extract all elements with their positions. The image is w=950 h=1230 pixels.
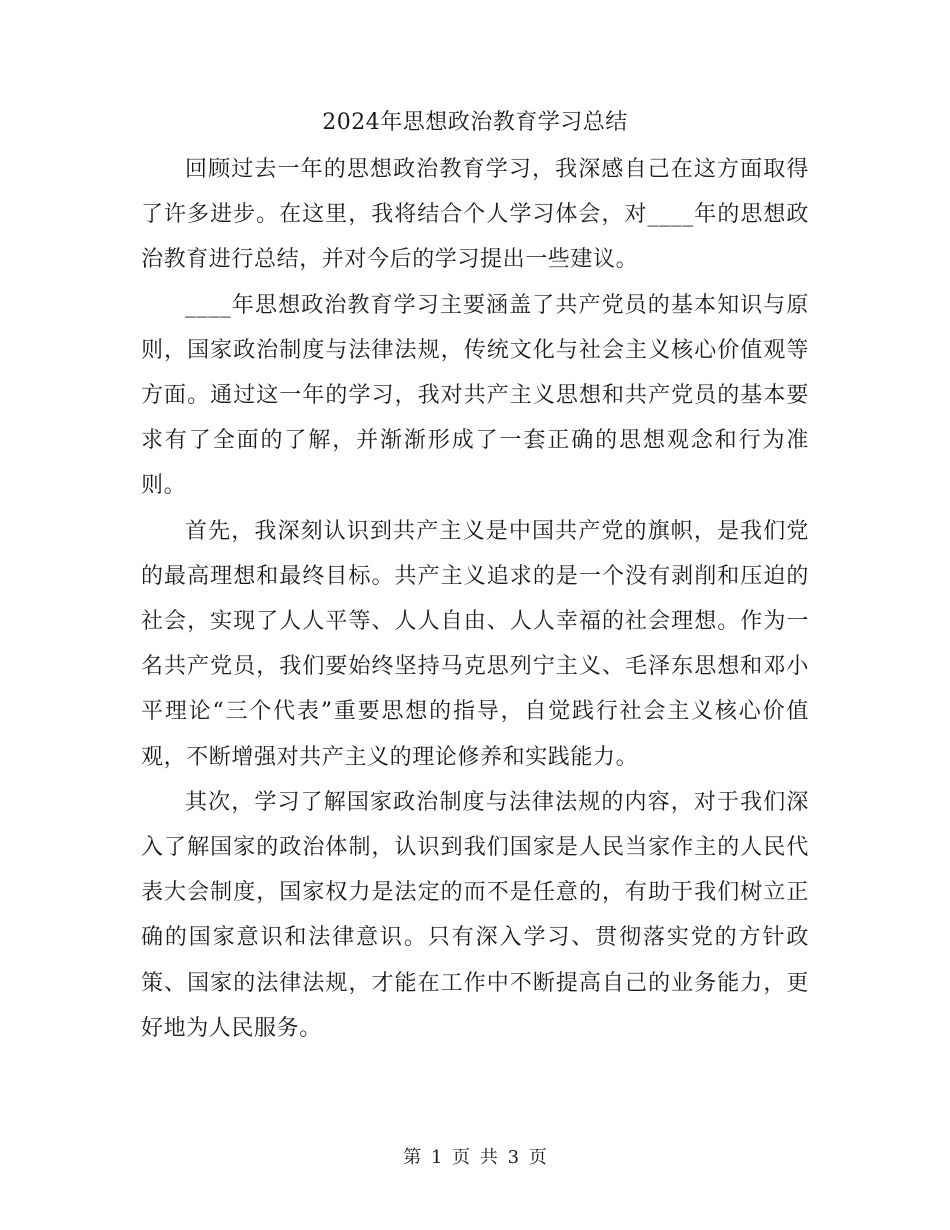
paragraph-law: 其次，学习了解国家政治制度与法律法规的内容，对于我们深入了解国家的政治体制，认识到我们国家是人民当家作主的人民代表大会制度，国家权力是法定的而不是任意的，有助于我们树立正确的国家意识和法律意识。只有深入学习、贯彻落实党的方针政策、国家的法律法规，才能在工作中不断提高自己的业务能力，更好地为人民服务。 [141, 789, 809, 1041]
paragraph-communism: 首先，我深刻认识到共产主义是中国共产党的旗帜，是我们党的最高理想和最终目标。共产主义追求的是一个没有剥削和压迫的社会，实现了人人平等、人人自由、人人幸福的社会理想。作为一名共产党员，我们要始终坚持马克思列宁主义、毛泽东思想和邓小平理论“三个代表”重要思想的指导，自觉践行社会主义核心价值观，不断增强对共产主义的理论修养和实践能力。 [141, 518, 809, 770]
page-footer: 第 1 页 共 3 页 [403, 1147, 547, 1168]
document-title: 2024年思想政治教育学习总结 [322, 110, 628, 135]
document-body [141, 147, 809, 1051]
paragraph-scope: ____年思想政治教育学习主要涵盖了共产党员的基本知识与原则，国家政治制度与法律法规，传统文化与社会主义核心价值观等方面。通过这一年的学习，我对共产主义思想和共产党员的基本要求有了全面的了解，并渐渐形成了一套正确的思想观念和行为准则。 [141, 292, 809, 499]
paragraph-intro: 回顾过去一年的思想政治教育学习，我深感自己在这方面取得了许多进步。在这里，我将结合个人学习体会，对____年的思想政治教育进行总结，并对今后的学习提出一些建议。 [141, 157, 809, 273]
